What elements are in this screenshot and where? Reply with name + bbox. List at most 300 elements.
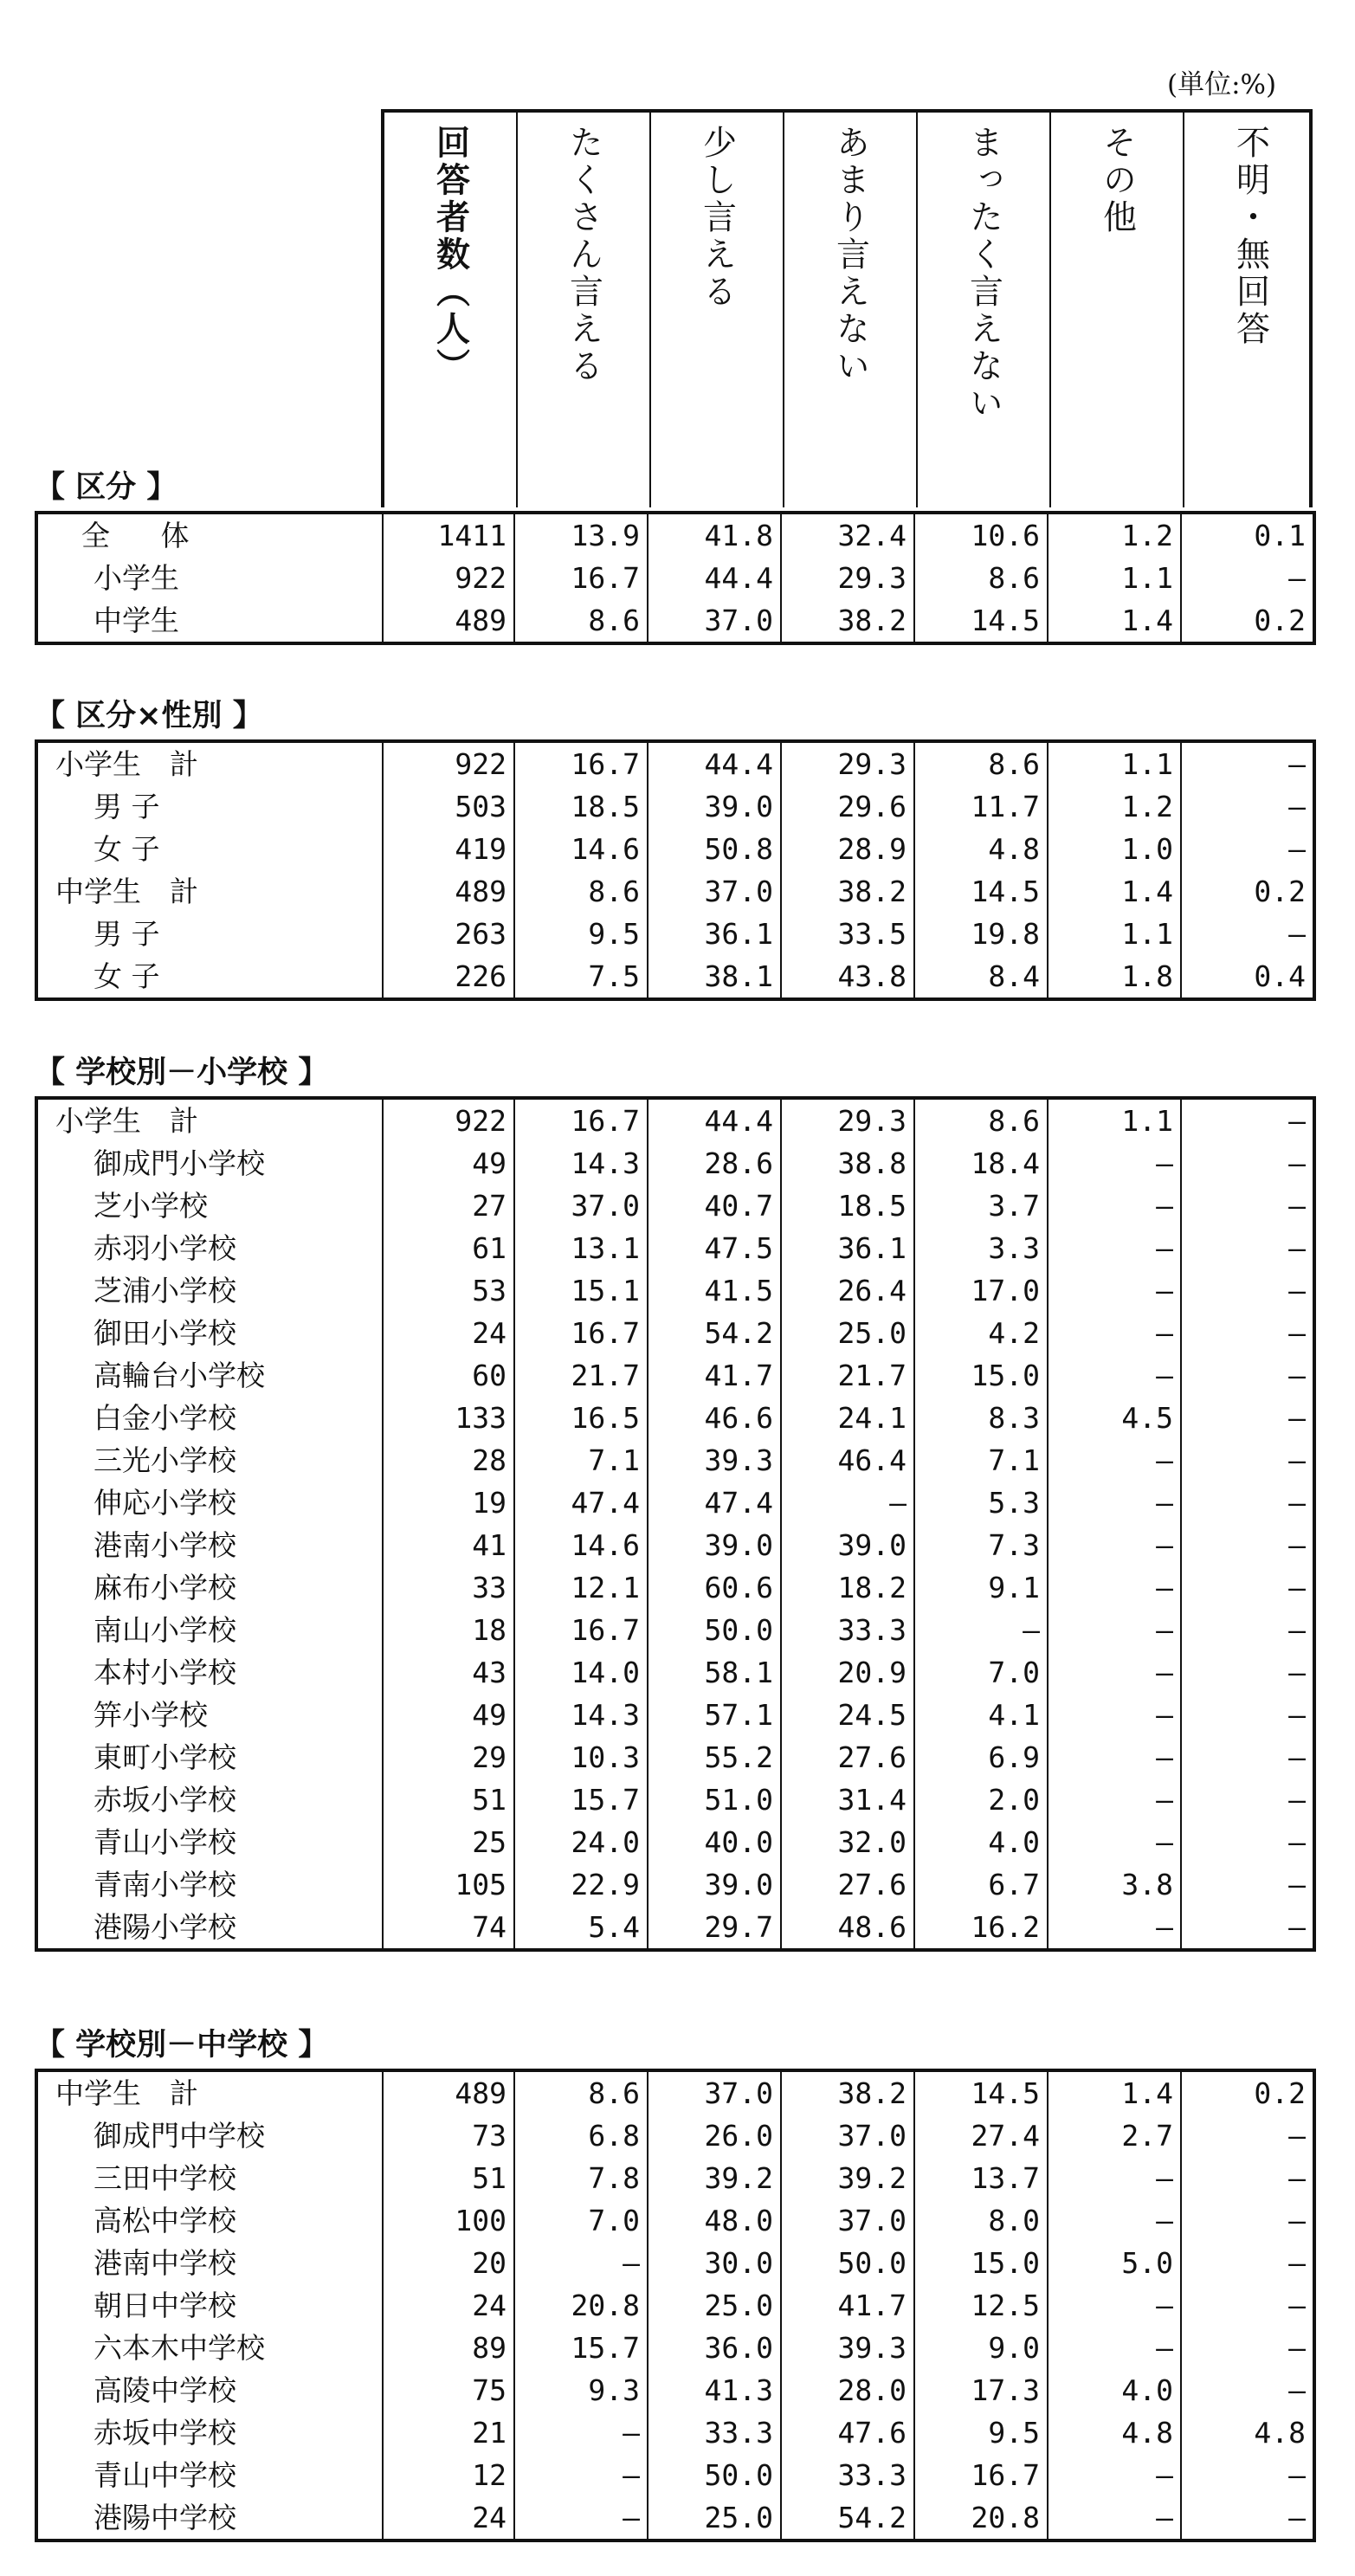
section-title: 【 区分×性別 】 — [35, 699, 263, 733]
percent-cell: 8.0 — [914, 2199, 1048, 2242]
respondent-count-cell: 25 — [383, 1821, 514, 1863]
percent-cell: 37.0 — [781, 2114, 914, 2157]
percent-cell: 50.0 — [648, 1609, 781, 1651]
percent-cell: 36.1 — [648, 913, 781, 955]
row-label: 中学生 — [36, 599, 383, 643]
percent-cell: 14.6 — [514, 828, 648, 870]
data-table — [35, 739, 1316, 1001]
percent-cell: 4.0 — [914, 1821, 1048, 1863]
table-section — [35, 1049, 1313, 1952]
percent-cell: – — [1181, 2369, 1314, 2411]
respondent-count-cell: 49 — [383, 1142, 514, 1185]
percent-cell: 16.7 — [514, 1098, 648, 1142]
percent-cell: – — [1048, 1566, 1181, 1609]
percent-cell: 33.3 — [781, 1609, 914, 1651]
row-label: 高陵中学校 — [36, 2369, 383, 2411]
percent-cell: 10.6 — [914, 513, 1048, 557]
percent-cell: 20.8 — [514, 2284, 648, 2327]
respondent-count-cell: 49 — [383, 1694, 514, 1736]
respondent-count-cell: 75 — [383, 2369, 514, 2411]
column-header-6 — [1183, 113, 1316, 507]
percent-cell: 36.1 — [781, 1227, 914, 1269]
percent-cell: 29.7 — [648, 1906, 781, 1950]
table-row — [36, 599, 1314, 643]
percent-cell: 38.2 — [781, 870, 914, 913]
respondent-count-cell: 489 — [383, 2070, 514, 2114]
row-label: 小学生 計 — [36, 1098, 383, 1142]
percent-cell: 39.2 — [648, 2157, 781, 2199]
column-header-0 — [384, 113, 516, 507]
row-label: 東町小学校 — [36, 1736, 383, 1779]
row-label: 女 子 — [36, 955, 383, 999]
percent-cell: 16.7 — [514, 1312, 648, 1354]
percent-cell: 24.5 — [781, 1694, 914, 1736]
percent-cell: 15.0 — [914, 2242, 1048, 2284]
percent-cell: 37.0 — [648, 2070, 781, 2114]
percent-cell: 39.3 — [781, 2327, 914, 2369]
percent-cell: 4.8 — [1181, 2411, 1314, 2454]
row-label: 青山小学校 — [36, 1821, 383, 1863]
percent-cell: 44.4 — [648, 741, 781, 785]
row-label: 麻布小学校 — [36, 1566, 383, 1609]
respondent-count-cell: 419 — [383, 828, 514, 870]
respondent-count-cell: 105 — [383, 1863, 514, 1906]
percent-cell: 21.7 — [781, 1354, 914, 1397]
percent-cell: 39.0 — [648, 1524, 781, 1566]
percent-cell: – — [1181, 1566, 1314, 1609]
percent-cell: 16.7 — [514, 557, 648, 599]
table-row — [36, 1312, 1314, 1354]
row-label: 女 子 — [36, 828, 383, 870]
row-label: 港南中学校 — [36, 2242, 383, 2284]
percent-cell: 39.2 — [781, 2157, 914, 2199]
column-header-label: 回答者数（人） — [430, 125, 470, 385]
percent-cell: – — [514, 2496, 648, 2540]
percent-cell: – — [1048, 2157, 1181, 2199]
percent-cell: – — [1181, 828, 1314, 870]
row-label: 南山小学校 — [36, 1609, 383, 1651]
percent-cell: 54.2 — [781, 2496, 914, 2540]
percent-cell: 5.0 — [1048, 2242, 1181, 2284]
table-row — [36, 1439, 1314, 1482]
percent-cell: 41.5 — [648, 1269, 781, 1312]
percent-cell: – — [514, 2411, 648, 2454]
percent-cell: 50.0 — [781, 2242, 914, 2284]
percent-cell: – — [1181, 1227, 1314, 1269]
percent-cell: 32.4 — [781, 513, 914, 557]
percent-cell: 28.6 — [648, 1142, 781, 1185]
section-title: 【 学校別－小学校 】 — [35, 1056, 329, 1090]
respondent-count-cell: 263 — [383, 913, 514, 955]
row-label: 笄小学校 — [36, 1694, 383, 1736]
section-title: 【 区分 】 — [35, 470, 177, 505]
percent-cell: 17.0 — [914, 1269, 1048, 1312]
percent-cell: – — [1181, 2114, 1314, 2157]
table-section — [35, 2022, 1313, 2542]
percent-cell: 15.7 — [514, 2327, 648, 2369]
percent-cell: 20.8 — [914, 2496, 1048, 2540]
percent-cell: 47.4 — [648, 1482, 781, 1524]
percent-cell: – — [1181, 1185, 1314, 1227]
percent-cell: – — [1181, 785, 1314, 828]
percent-cell: – — [1181, 1439, 1314, 1482]
percent-cell: 1.1 — [1048, 741, 1181, 785]
percent-cell: 18.2 — [781, 1566, 914, 1609]
percent-cell: 17.3 — [914, 2369, 1048, 2411]
percent-cell: 16.7 — [514, 741, 648, 785]
percent-cell: 14.5 — [914, 599, 1048, 643]
percent-cell: 8.6 — [914, 557, 1048, 599]
percent-cell: 8.6 — [514, 2070, 648, 2114]
percent-cell: – — [1181, 2157, 1314, 2199]
percent-cell: 39.3 — [648, 1439, 781, 1482]
percent-cell: – — [1181, 1269, 1314, 1312]
percent-cell: 9.0 — [914, 2327, 1048, 2369]
table-row — [36, 1269, 1314, 1312]
percent-cell: – — [1048, 2496, 1181, 2540]
percent-cell: 5.4 — [514, 1906, 648, 1950]
row-label: 赤坂小学校 — [36, 1779, 383, 1821]
percent-cell: 7.0 — [914, 1651, 1048, 1694]
percent-cell: 4.8 — [914, 828, 1048, 870]
percent-cell: 14.5 — [914, 870, 1048, 913]
percent-cell: – — [1181, 557, 1314, 599]
table-section — [35, 464, 1313, 645]
percent-cell: 4.2 — [914, 1312, 1048, 1354]
table-row — [36, 557, 1314, 599]
percent-cell: – — [1048, 1269, 1181, 1312]
percent-cell: 41.8 — [648, 513, 781, 557]
column-header-label: その他 — [1097, 125, 1137, 236]
percent-cell: 0.2 — [1181, 2070, 1314, 2114]
respondent-count-cell: 922 — [383, 741, 514, 785]
table-row — [36, 2411, 1314, 2454]
percent-cell: – — [1181, 1098, 1314, 1142]
row-label: 御田小学校 — [36, 1312, 383, 1354]
percent-cell: 57.1 — [648, 1694, 781, 1736]
percent-cell: 16.7 — [514, 1609, 648, 1651]
column-header-1 — [516, 113, 649, 507]
percent-cell: 15.1 — [514, 1269, 648, 1312]
respondent-count-cell: 503 — [383, 785, 514, 828]
percent-cell: 58.1 — [648, 1651, 781, 1694]
percent-cell: 18.5 — [781, 1185, 914, 1227]
percent-cell: – — [1048, 1736, 1181, 1779]
respondent-count-cell: 74 — [383, 1906, 514, 1950]
percent-cell: 21.7 — [514, 1354, 648, 1397]
percent-cell: 33.3 — [781, 2454, 914, 2496]
percent-cell: – — [1048, 1439, 1181, 1482]
row-label: 三光小学校 — [36, 1439, 383, 1482]
percent-cell: 1.4 — [1048, 2070, 1181, 2114]
percent-cell: 40.0 — [648, 1821, 781, 1863]
row-label: 六本木中学校 — [36, 2327, 383, 2369]
percent-cell: 0.2 — [1181, 599, 1314, 643]
table-row — [36, 870, 1314, 913]
table-row — [36, 1482, 1314, 1524]
percent-cell: 25.0 — [781, 1312, 914, 1354]
section-title: 【 学校別－中学校 】 — [35, 2028, 329, 2063]
column-header-label: たくさん言える — [564, 125, 603, 385]
percent-cell: 4.0 — [1048, 2369, 1181, 2411]
percent-cell: 28.0 — [781, 2369, 914, 2411]
percent-cell: 18.4 — [914, 1142, 1048, 1185]
row-label: 高松中学校 — [36, 2199, 383, 2242]
table-row — [36, 1821, 1314, 1863]
percent-cell: 41.7 — [648, 1354, 781, 1397]
row-label: 港南小学校 — [36, 1524, 383, 1566]
percent-cell: 13.9 — [514, 513, 648, 557]
row-label: 男 子 — [36, 785, 383, 828]
percent-cell: 11.7 — [914, 785, 1048, 828]
percent-cell: 43.8 — [781, 955, 914, 999]
percent-cell: 8.6 — [514, 599, 648, 643]
row-label: 白金小学校 — [36, 1397, 383, 1439]
percent-cell: 8.6 — [914, 1098, 1048, 1142]
percent-cell: 37.0 — [781, 2199, 914, 2242]
percent-cell: 50.8 — [648, 828, 781, 870]
column-header-label: 不明・無回答 — [1230, 125, 1270, 348]
percent-cell: 47.5 — [648, 1227, 781, 1269]
table-section — [35, 693, 1313, 1001]
table-row — [36, 1736, 1314, 1779]
percent-cell: 12.1 — [514, 1566, 648, 1609]
table-row — [36, 1185, 1314, 1227]
table-row — [36, 741, 1314, 785]
table-row — [36, 2070, 1314, 2114]
percent-cell: 37.0 — [514, 1185, 648, 1227]
percent-cell: – — [1048, 1651, 1181, 1694]
percent-cell: – — [1181, 2496, 1314, 2540]
percent-cell: 9.1 — [914, 1566, 1048, 1609]
percent-cell: – — [1181, 1651, 1314, 1694]
percent-cell: – — [1181, 2284, 1314, 2327]
percent-cell: 0.1 — [1181, 513, 1314, 557]
respondent-count-cell: 27 — [383, 1185, 514, 1227]
percent-cell: – — [1181, 1354, 1314, 1397]
table-row — [36, 2496, 1314, 2540]
percent-cell: 1.4 — [1048, 599, 1181, 643]
table-row — [36, 2114, 1314, 2157]
percent-cell: – — [1181, 1906, 1314, 1950]
percent-cell: 7.1 — [914, 1439, 1048, 1482]
percent-cell: 4.8 — [1048, 2411, 1181, 2454]
percent-cell: – — [1181, 1312, 1314, 1354]
percent-cell: 47.6 — [781, 2411, 914, 2454]
column-header-label: 少し言える — [697, 125, 737, 311]
percent-cell: 5.3 — [914, 1482, 1048, 1524]
percent-cell: 9.5 — [514, 913, 648, 955]
table-row — [36, 2199, 1314, 2242]
percent-cell: 22.9 — [514, 1863, 648, 1906]
percent-cell: 38.8 — [781, 1142, 914, 1185]
row-label: 青山中学校 — [36, 2454, 383, 2496]
percent-cell: 39.0 — [648, 1863, 781, 1906]
percent-cell: 4.5 — [1048, 1397, 1181, 1439]
percent-cell: 41.7 — [781, 2284, 914, 2327]
row-label: 赤羽小学校 — [36, 1227, 383, 1269]
row-label: 朝日中学校 — [36, 2284, 383, 2327]
data-table — [35, 1096, 1316, 1952]
percent-cell: – — [1181, 2199, 1314, 2242]
respondent-count-cell: 489 — [383, 599, 514, 643]
table-row — [36, 1098, 1314, 1142]
respondent-count-cell: 29 — [383, 1736, 514, 1779]
table-row — [36, 785, 1314, 828]
respondent-count-cell: 51 — [383, 1779, 514, 1821]
percent-cell: – — [1181, 741, 1314, 785]
respondent-count-cell: 100 — [383, 2199, 514, 2242]
respondent-count-cell: 28 — [383, 1439, 514, 1482]
row-label: 御成門小学校 — [36, 1142, 383, 1185]
percent-cell: 27.4 — [914, 2114, 1048, 2157]
respondent-count-cell: 24 — [383, 2284, 514, 2327]
percent-cell: 0.2 — [1181, 870, 1314, 913]
percent-cell: 24.0 — [514, 1821, 648, 1863]
percent-cell: 54.2 — [648, 1312, 781, 1354]
percent-cell: 28.9 — [781, 828, 914, 870]
percent-cell: 8.4 — [914, 955, 1048, 999]
percent-cell: 38.1 — [648, 955, 781, 999]
respondent-count-cell: 226 — [383, 955, 514, 999]
respondent-count-cell: 89 — [383, 2327, 514, 2369]
row-label: 小学生 計 — [36, 741, 383, 785]
percent-cell: 16.7 — [914, 2454, 1048, 2496]
percent-cell: 37.0 — [648, 599, 781, 643]
respondent-count-cell: 33 — [383, 1566, 514, 1609]
column-header-label: あまり言えない — [830, 125, 870, 385]
table-row — [36, 2454, 1314, 2496]
table-row — [36, 1779, 1314, 1821]
percent-cell: 48.6 — [781, 1906, 914, 1950]
respondent-count-cell: 1411 — [383, 513, 514, 557]
respondent-count-cell: 12 — [383, 2454, 514, 2496]
percent-cell: 1.2 — [1048, 785, 1181, 828]
percent-cell: 26.4 — [781, 1269, 914, 1312]
percent-cell: 19.8 — [914, 913, 1048, 955]
percent-cell: – — [1048, 1524, 1181, 1566]
percent-cell: 16.5 — [514, 1397, 648, 1439]
percent-cell: 14.0 — [514, 1651, 648, 1694]
percent-cell: – — [1048, 2327, 1181, 2369]
percent-cell: 14.6 — [514, 1524, 648, 1566]
percent-cell: – — [1048, 1821, 1181, 1863]
percent-cell: – — [1181, 1821, 1314, 1863]
row-label: 男 子 — [36, 913, 383, 955]
row-label: 御成門中学校 — [36, 2114, 383, 2157]
percent-cell: 40.7 — [648, 1185, 781, 1227]
percent-cell: 51.0 — [648, 1779, 781, 1821]
respondent-count-cell: 53 — [383, 1269, 514, 1312]
percent-cell: – — [1048, 1312, 1181, 1354]
percent-cell: 26.0 — [648, 2114, 781, 2157]
percent-cell: 55.2 — [648, 1736, 781, 1779]
table-row — [36, 2157, 1314, 2199]
unit-note: (単位:%) — [1167, 69, 1277, 100]
percent-cell: – — [1048, 1227, 1181, 1269]
percent-cell: 6.9 — [914, 1736, 1048, 1779]
percent-cell: 38.2 — [781, 2070, 914, 2114]
percent-cell: 2.0 — [914, 1779, 1048, 1821]
row-label: 小学生 — [36, 557, 383, 599]
percent-cell: 9.3 — [514, 2369, 648, 2411]
percent-cell: – — [1181, 1694, 1314, 1736]
percent-cell: 2.7 — [1048, 2114, 1181, 2157]
respondent-count-cell: 41 — [383, 1524, 514, 1566]
percent-cell: 1.1 — [1048, 557, 1181, 599]
percent-cell: 20.9 — [781, 1651, 914, 1694]
column-header-label: まったく言えない — [964, 125, 1003, 423]
data-table — [35, 511, 1316, 645]
percent-cell: – — [781, 1482, 914, 1524]
percent-cell: 6.7 — [914, 1863, 1048, 1906]
table-row — [36, 513, 1314, 557]
column-header-row — [381, 109, 1313, 507]
respondent-count-cell: 24 — [383, 2496, 514, 2540]
percent-cell: 50.0 — [648, 2454, 781, 2496]
percent-cell: – — [1048, 2454, 1181, 2496]
percent-cell: 1.0 — [1048, 828, 1181, 870]
percent-cell: – — [1048, 1185, 1181, 1227]
percent-cell: 14.5 — [914, 2070, 1048, 2114]
percent-cell: 13.1 — [514, 1227, 648, 1269]
percent-cell: 7.5 — [514, 955, 648, 999]
percent-cell: – — [1181, 1863, 1314, 1906]
percent-cell: – — [1181, 1779, 1314, 1821]
row-label: 高輪台小学校 — [36, 1354, 383, 1397]
percent-cell: 18.5 — [514, 785, 648, 828]
percent-cell: 39.0 — [781, 1524, 914, 1566]
percent-cell: 33.5 — [781, 913, 914, 955]
percent-cell: 29.6 — [781, 785, 914, 828]
percent-cell: – — [514, 2242, 648, 2284]
percent-cell: 32.0 — [781, 1821, 914, 1863]
row-label: 伸応小学校 — [36, 1482, 383, 1524]
row-label: 青南小学校 — [36, 1863, 383, 1906]
respondent-count-cell: 922 — [383, 557, 514, 599]
percent-cell: – — [1181, 2327, 1314, 2369]
respondent-count-cell: 51 — [383, 2157, 514, 2199]
percent-cell: 10.3 — [514, 1736, 648, 1779]
percent-cell: – — [1048, 2199, 1181, 2242]
row-label: 芝浦小学校 — [36, 1269, 383, 1312]
percent-cell: 47.4 — [514, 1482, 648, 1524]
percent-cell: 7.1 — [514, 1439, 648, 1482]
percent-cell: 27.6 — [781, 1736, 914, 1779]
respondent-count-cell: 19 — [383, 1482, 514, 1524]
row-label: 本村小学校 — [36, 1651, 383, 1694]
percent-cell: 8.6 — [914, 741, 1048, 785]
table-row — [36, 1566, 1314, 1609]
row-label: 港陽中学校 — [36, 2496, 383, 2540]
percent-cell: 24.1 — [781, 1397, 914, 1439]
table-row — [36, 913, 1314, 955]
table-row — [36, 2369, 1314, 2411]
percent-cell: 37.0 — [648, 870, 781, 913]
data-table — [35, 2069, 1316, 2542]
percent-cell: – — [1181, 1736, 1314, 1779]
percent-cell: 1.1 — [1048, 913, 1181, 955]
table-row — [36, 1354, 1314, 1397]
percent-cell: 3.3 — [914, 1227, 1048, 1269]
percent-cell: 48.0 — [648, 2199, 781, 2242]
percent-cell: 1.1 — [1048, 1098, 1181, 1142]
row-label: 全 体 — [36, 513, 383, 557]
percent-cell: – — [914, 1609, 1048, 1651]
percent-cell: – — [1048, 1609, 1181, 1651]
percent-cell: – — [1048, 1354, 1181, 1397]
percent-cell: 3.8 — [1048, 1863, 1181, 1906]
